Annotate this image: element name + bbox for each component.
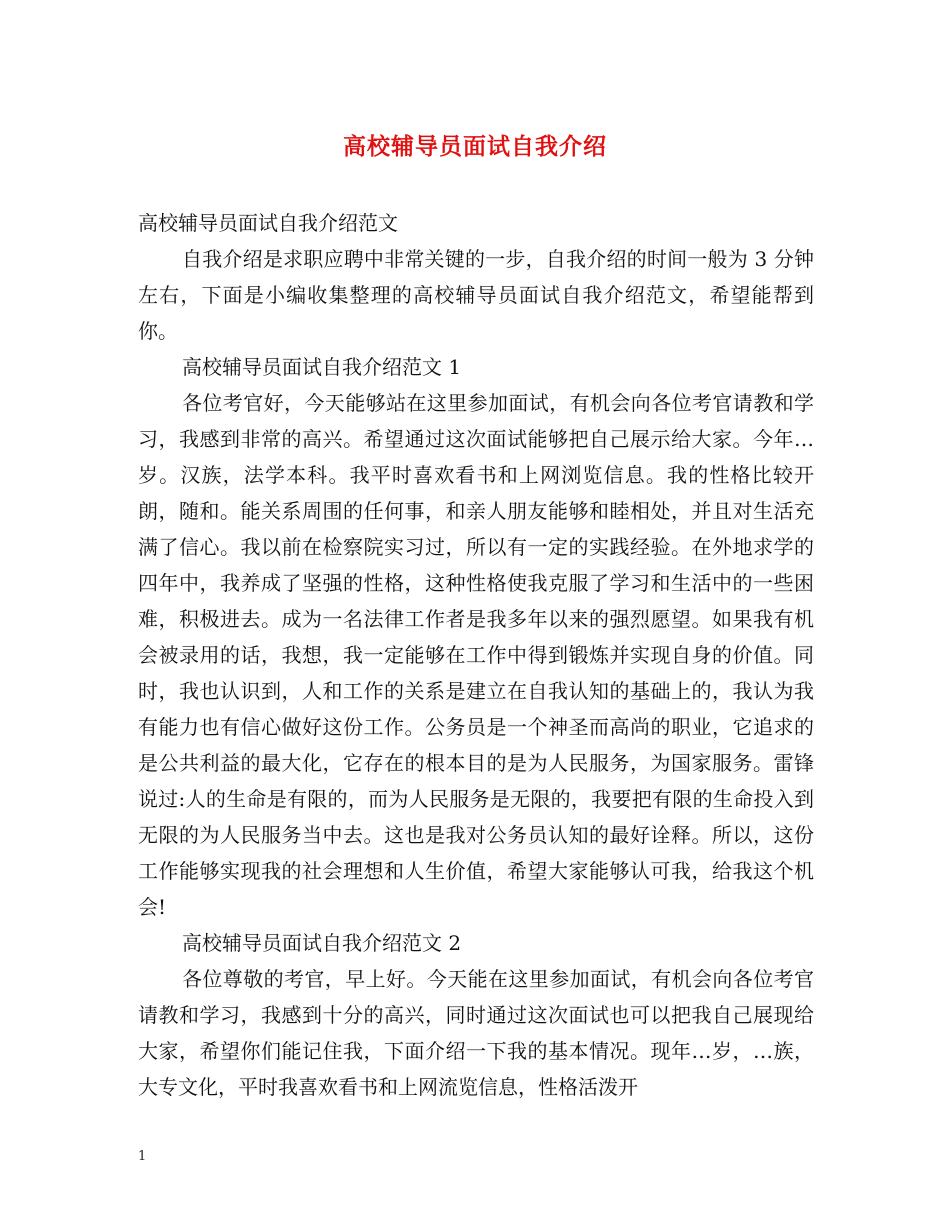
- section-heading-1: 高校辅导员面试自我介绍范文 1: [182, 355, 462, 379]
- document-body: [138, 205, 814, 1105]
- sample-paragraph-1: 各位考官好，今天能够站在这里参加面试，有机会向各位考官请教和学习，我感到非常的高兴。希望通过这次面试能够把自己展示给大家。今年…岁。汉族，法学本科。我平时喜欢看书和上网浏览信息。我的性格比较开朗，随和。能关系周围的任何事，和亲人朋友能够和睦相处，并且对生活充满了信心。我以前在检察院实习过，所以有一定的实践经验。在外地求学的四年中，我养成了坚强的性格，这种性格使我克服了学习和生活中的一些困难，积极进去。成为一名法律工作者是我多年以来的强烈愿望。如果我有机会被录用的话，我想，我一定能够在工作中得到锻炼并实现自身的价值。同时，我也认识到，人和工作的关系是建立在自我认知的基础上的，我认为我有能力也有信心做好这份工作。公务员是一个神圣而高尚的职业，它追求的是公共利益的最大化，它存在的根本目的是为人民服务，为国家服务。雷锋说过:人的生命是有限的，而为人民服务是无限的，我要把有限的生命投入到无限的为人民服务当中去。这也是我对公务员认知的最好诠释。所以，这份工作能够实现我的社会理想和人生价值，希望大家能够认可我，给我这个机会!: [138, 391, 814, 919]
- section-heading-2: 高校辅导员面试自我介绍范文 2: [182, 931, 462, 955]
- page-number: 1: [138, 1149, 147, 1164]
- sample-paragraph-2: 各位尊敬的考官，早上好。今天能在这里参加面试，有机会向各位考官请教和学习，我感到十分的高兴，同时通过这次面试也可以把我自己展现给大家，希望你们能记住我，下面介绍一下我的基本情况。现年…岁，…族，大专文化，平时我喜欢看书和上网流览信息，性格活泼开: [138, 967, 814, 1099]
- intro-paragraph: 自我介绍是求职应聘中非常关键的一步，自我介绍的时间一般为 3 分钟左右，下面是小编收集整理的高校辅导员面试自我介绍范文，希望能帮到你。: [138, 247, 814, 343]
- document-title: 高校辅导员面试自我介绍: [343, 133, 607, 160]
- document-subtitle: 高校辅导员面试自我介绍范文: [138, 211, 398, 235]
